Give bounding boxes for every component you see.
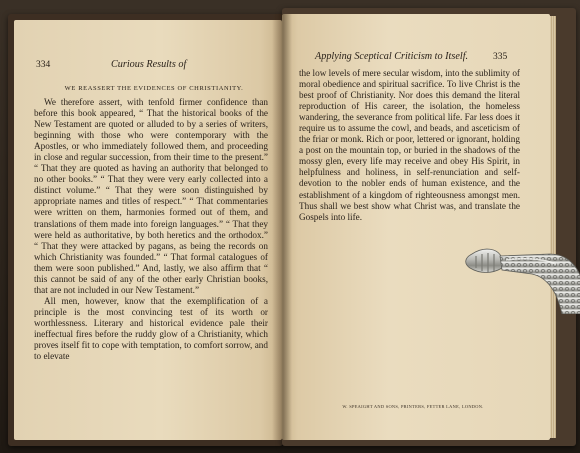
printer-imprint: W. SPEAIGHT AND SONS, PRINTERS, FETTER LANE, LONDON. <box>342 404 484 409</box>
left-running-title: Curious Results of <box>111 59 187 70</box>
book-gutter <box>272 14 292 440</box>
left-paragraph-2: All men, however, know that the exemplification of a principle is the most convincing test of its worth or worthlessness. Literary and historical evidence pale their ineffectual fires before the ruddy glow of a Christianity, which proves itself fit to cope with temptation, to comfort sorrow, and to elevate <box>34 295 268 362</box>
right-running-title: Applying Sceptical Criticism to Itself. <box>315 51 469 62</box>
left-paragraph-1: We therefore assert, with tenfold firmer confidence than before this book appeared, “ That the historical books of the New Testament are quoted or alluded to by a series of writers, beginning with those who were contemporary with the Apostles, or who immediately followed them, and proceeding in close and regular succession, from their time to the present.” “ That they are quoted as having an authority that belonged to no other books.” “ That they were very early collected into a distinct volume.” “ That they were soon distinguished by appropriate names and titles of respect.” “ That commentaries were written on them, harmonies formed out of them, and translations of them made into foreign languages.” “ That they were held as authoritative, by both heretics and the orthodox.” “ That they were attacked by pagans, as being the records on which Christianity was founded.” “ That formal catalogues of them were soon published.” And, lastly, we also affirm that “ this cannot be said of any of the other early Christian books, that are not included in our New Testament.” <box>34 97 268 295</box>
section-heading: WE REASSERT THE EVIDENCES OF CHRISTIANITY. <box>64 85 244 92</box>
page-holder-clip <box>462 244 580 314</box>
left-page-number: 334 <box>36 60 51 70</box>
right-page-body <box>299 68 520 223</box>
left-page-body <box>34 97 268 362</box>
right-page-number: 335 <box>493 52 508 62</box>
right-paragraph-1: the low levels of mere secular wisdom, into the sublimity of moral obedience and spiritual sacrifice. To live Christ is the best proof of Christianity. Nor does this demand the literal reproduction of His career, the isolation, the homeless wandering, the severance from political life. Far less does it require us to assume the cowl, and beads, and asceticism of the friar or monk. Rich or poor, lettered or ignorant, holding a post on the mountain top, or buried in the shadows of the mossy glen, every life may receive and obey His Spirit, in helpfulness and holiness, in self-renunciation and self-devotion to the nobler ends of human existence, and the establishment of a kingdom of righteousness amongst men. Thus shall we best show what Christ was, and translate the Gospels into life. <box>299 68 520 222</box>
page-edges <box>550 16 556 438</box>
